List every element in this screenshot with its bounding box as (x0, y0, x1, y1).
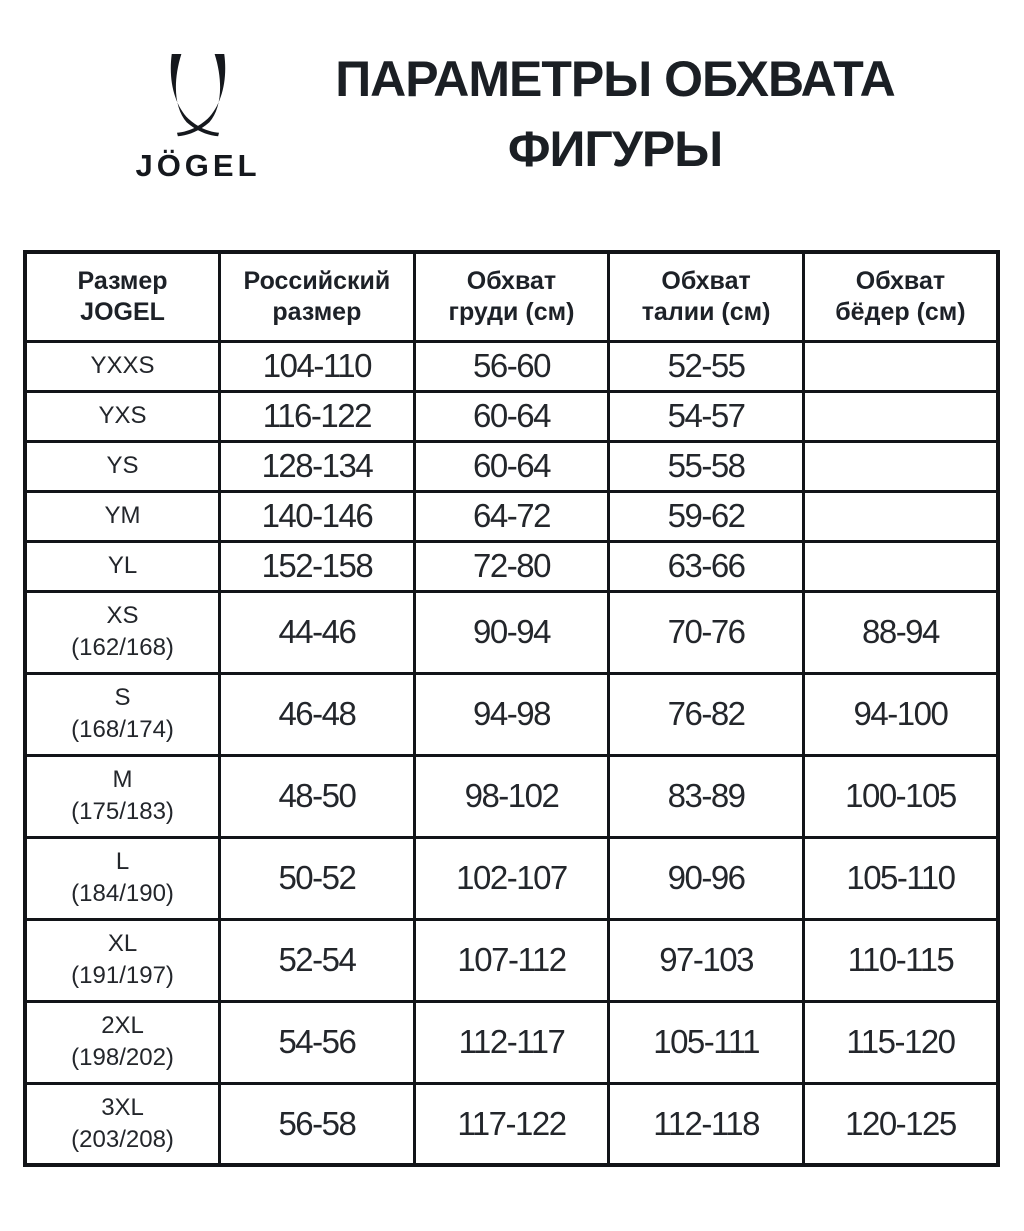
size-label: XS (106, 602, 139, 629)
column-header-line2: бёдер (см) (835, 297, 966, 326)
cell-russian-size: 128-134 (220, 441, 415, 491)
table-row-ys (25, 441, 998, 491)
page-title-line1: ПАРАМЕТРЫ ОБХВАТА (335, 51, 895, 107)
cell-chest: 117-122 (414, 1083, 609, 1165)
cell-hips: 94-100 (803, 673, 998, 755)
cell-hips: 120-125 (803, 1083, 998, 1165)
column-header-waist (609, 252, 804, 341)
cell-size-jogel (25, 755, 220, 837)
page-title-line2: ФИГУРЫ (507, 121, 723, 177)
size-chart-table (23, 250, 1000, 1167)
cell-chest: 94-98 (414, 673, 609, 755)
column-header-line1: Размер (77, 266, 168, 295)
size-note: (175/183) (71, 798, 174, 825)
column-header-hips (803, 252, 998, 341)
size-label: YM (104, 502, 141, 529)
cell-hips: 88-94 (803, 591, 998, 673)
table-row-yxs (25, 391, 998, 441)
cell-chest: 60-64 (414, 441, 609, 491)
cell-waist: 52-55 (609, 341, 804, 391)
cell-russian-size: 50-52 (220, 837, 415, 919)
column-header-line2: талии (см) (641, 297, 771, 326)
cell-hips (803, 541, 998, 591)
size-label: S (114, 684, 131, 711)
size-note: (168/174) (71, 716, 174, 743)
column-header-line2: размер (272, 297, 362, 326)
cell-russian-size: 46-48 (220, 673, 415, 755)
table-row-yxxs (25, 341, 998, 391)
cell-size-jogel (25, 541, 220, 591)
size-label: YS (106, 452, 139, 479)
cell-chest: 60-64 (414, 391, 609, 441)
size-label: L (115, 848, 130, 875)
cell-size-jogel (25, 341, 220, 391)
cell-hips: 105-110 (803, 837, 998, 919)
size-label: M (112, 766, 133, 793)
table-row-xl (25, 919, 998, 1001)
cell-chest: 64-72 (414, 491, 609, 541)
cell-size-jogel (25, 1001, 220, 1083)
table-row-l (25, 837, 998, 919)
table-row-yl (25, 541, 998, 591)
jogel-logo (128, 52, 268, 184)
page-header (0, 0, 1024, 250)
cell-size-jogel (25, 1083, 220, 1165)
size-label: 2XL (101, 1012, 144, 1039)
column-header-size-jogel (25, 252, 220, 341)
cell-hips: 110-115 (803, 919, 998, 1001)
cell-chest: 72-80 (414, 541, 609, 591)
size-note: (203/208) (71, 1125, 174, 1153)
table-row-s (25, 673, 998, 755)
page-title (315, 44, 915, 184)
cell-hips (803, 391, 998, 441)
cell-waist: 59-62 (609, 491, 804, 541)
cell-russian-size: 140-146 (220, 491, 415, 541)
cell-chest: 56-60 (414, 341, 609, 391)
cell-size-jogel (25, 919, 220, 1001)
column-header-line1: Обхват (466, 266, 557, 295)
column-header-line2: груди (см) (448, 297, 575, 326)
cell-chest: 90-94 (414, 591, 609, 673)
column-header-russian-size (220, 252, 415, 341)
cell-size-jogel (25, 491, 220, 541)
cell-waist: 63-66 (609, 541, 804, 591)
jogel-wordmark: JÖGEL (135, 148, 261, 183)
cell-russian-size: 52-54 (220, 919, 415, 1001)
size-label: YL (107, 552, 138, 579)
cell-russian-size: 56-58 (220, 1083, 415, 1165)
cell-russian-size: 48-50 (220, 755, 415, 837)
jogel-logo-mark-icon (163, 52, 233, 140)
cell-size-jogel (25, 673, 220, 755)
size-note: (184/190) (71, 880, 174, 907)
column-header-chest (414, 252, 609, 341)
cell-chest: 102-107 (414, 837, 609, 919)
size-note: (162/168) (71, 634, 174, 661)
cell-hips: 115-120 (803, 1001, 998, 1083)
table-header-row (25, 252, 998, 341)
cell-hips: 100-105 (803, 755, 998, 837)
cell-hips (803, 341, 998, 391)
cell-size-jogel (25, 591, 220, 673)
cell-waist: 55-58 (609, 441, 804, 491)
column-header-line2: JOGEL (80, 297, 165, 326)
cell-waist: 112-118 (609, 1083, 804, 1165)
cell-size-jogel (25, 441, 220, 491)
size-note: (198/202) (71, 1044, 174, 1071)
cell-waist: 83-89 (609, 755, 804, 837)
size-label: YXS (98, 402, 147, 429)
cell-russian-size: 116-122 (220, 391, 415, 441)
table-row-m (25, 755, 998, 837)
table-row-2xl (25, 1001, 998, 1083)
cell-russian-size: 104-110 (220, 341, 415, 391)
cell-chest: 98-102 (414, 755, 609, 837)
cell-size-jogel (25, 837, 220, 919)
cell-russian-size: 44-46 (220, 591, 415, 673)
cell-waist: 97-103 (609, 919, 804, 1001)
table-row-xs (25, 591, 998, 673)
size-note: (191/197) (71, 962, 174, 989)
table-row-3xl (25, 1083, 998, 1165)
cell-waist: 90-96 (609, 837, 804, 919)
size-label: XL (107, 930, 138, 957)
cell-waist: 76-82 (609, 673, 804, 755)
cell-waist: 70-76 (609, 591, 804, 673)
cell-hips (803, 491, 998, 541)
cell-chest: 112-117 (414, 1001, 609, 1083)
cell-waist: 54-57 (609, 391, 804, 441)
table-row-ym (25, 491, 998, 541)
cell-hips (803, 441, 998, 491)
cell-chest: 107-112 (414, 919, 609, 1001)
size-label: YXXS (90, 352, 155, 379)
cell-russian-size: 54-56 (220, 1001, 415, 1083)
column-header-line1: Обхват (855, 266, 946, 295)
column-header-line1: Российский (243, 266, 391, 295)
size-label: 3XL (101, 1093, 144, 1121)
cell-waist: 105-111 (609, 1001, 804, 1083)
cell-russian-size: 152-158 (220, 541, 415, 591)
column-header-line1: Обхват (661, 266, 751, 295)
cell-size-jogel (25, 391, 220, 441)
